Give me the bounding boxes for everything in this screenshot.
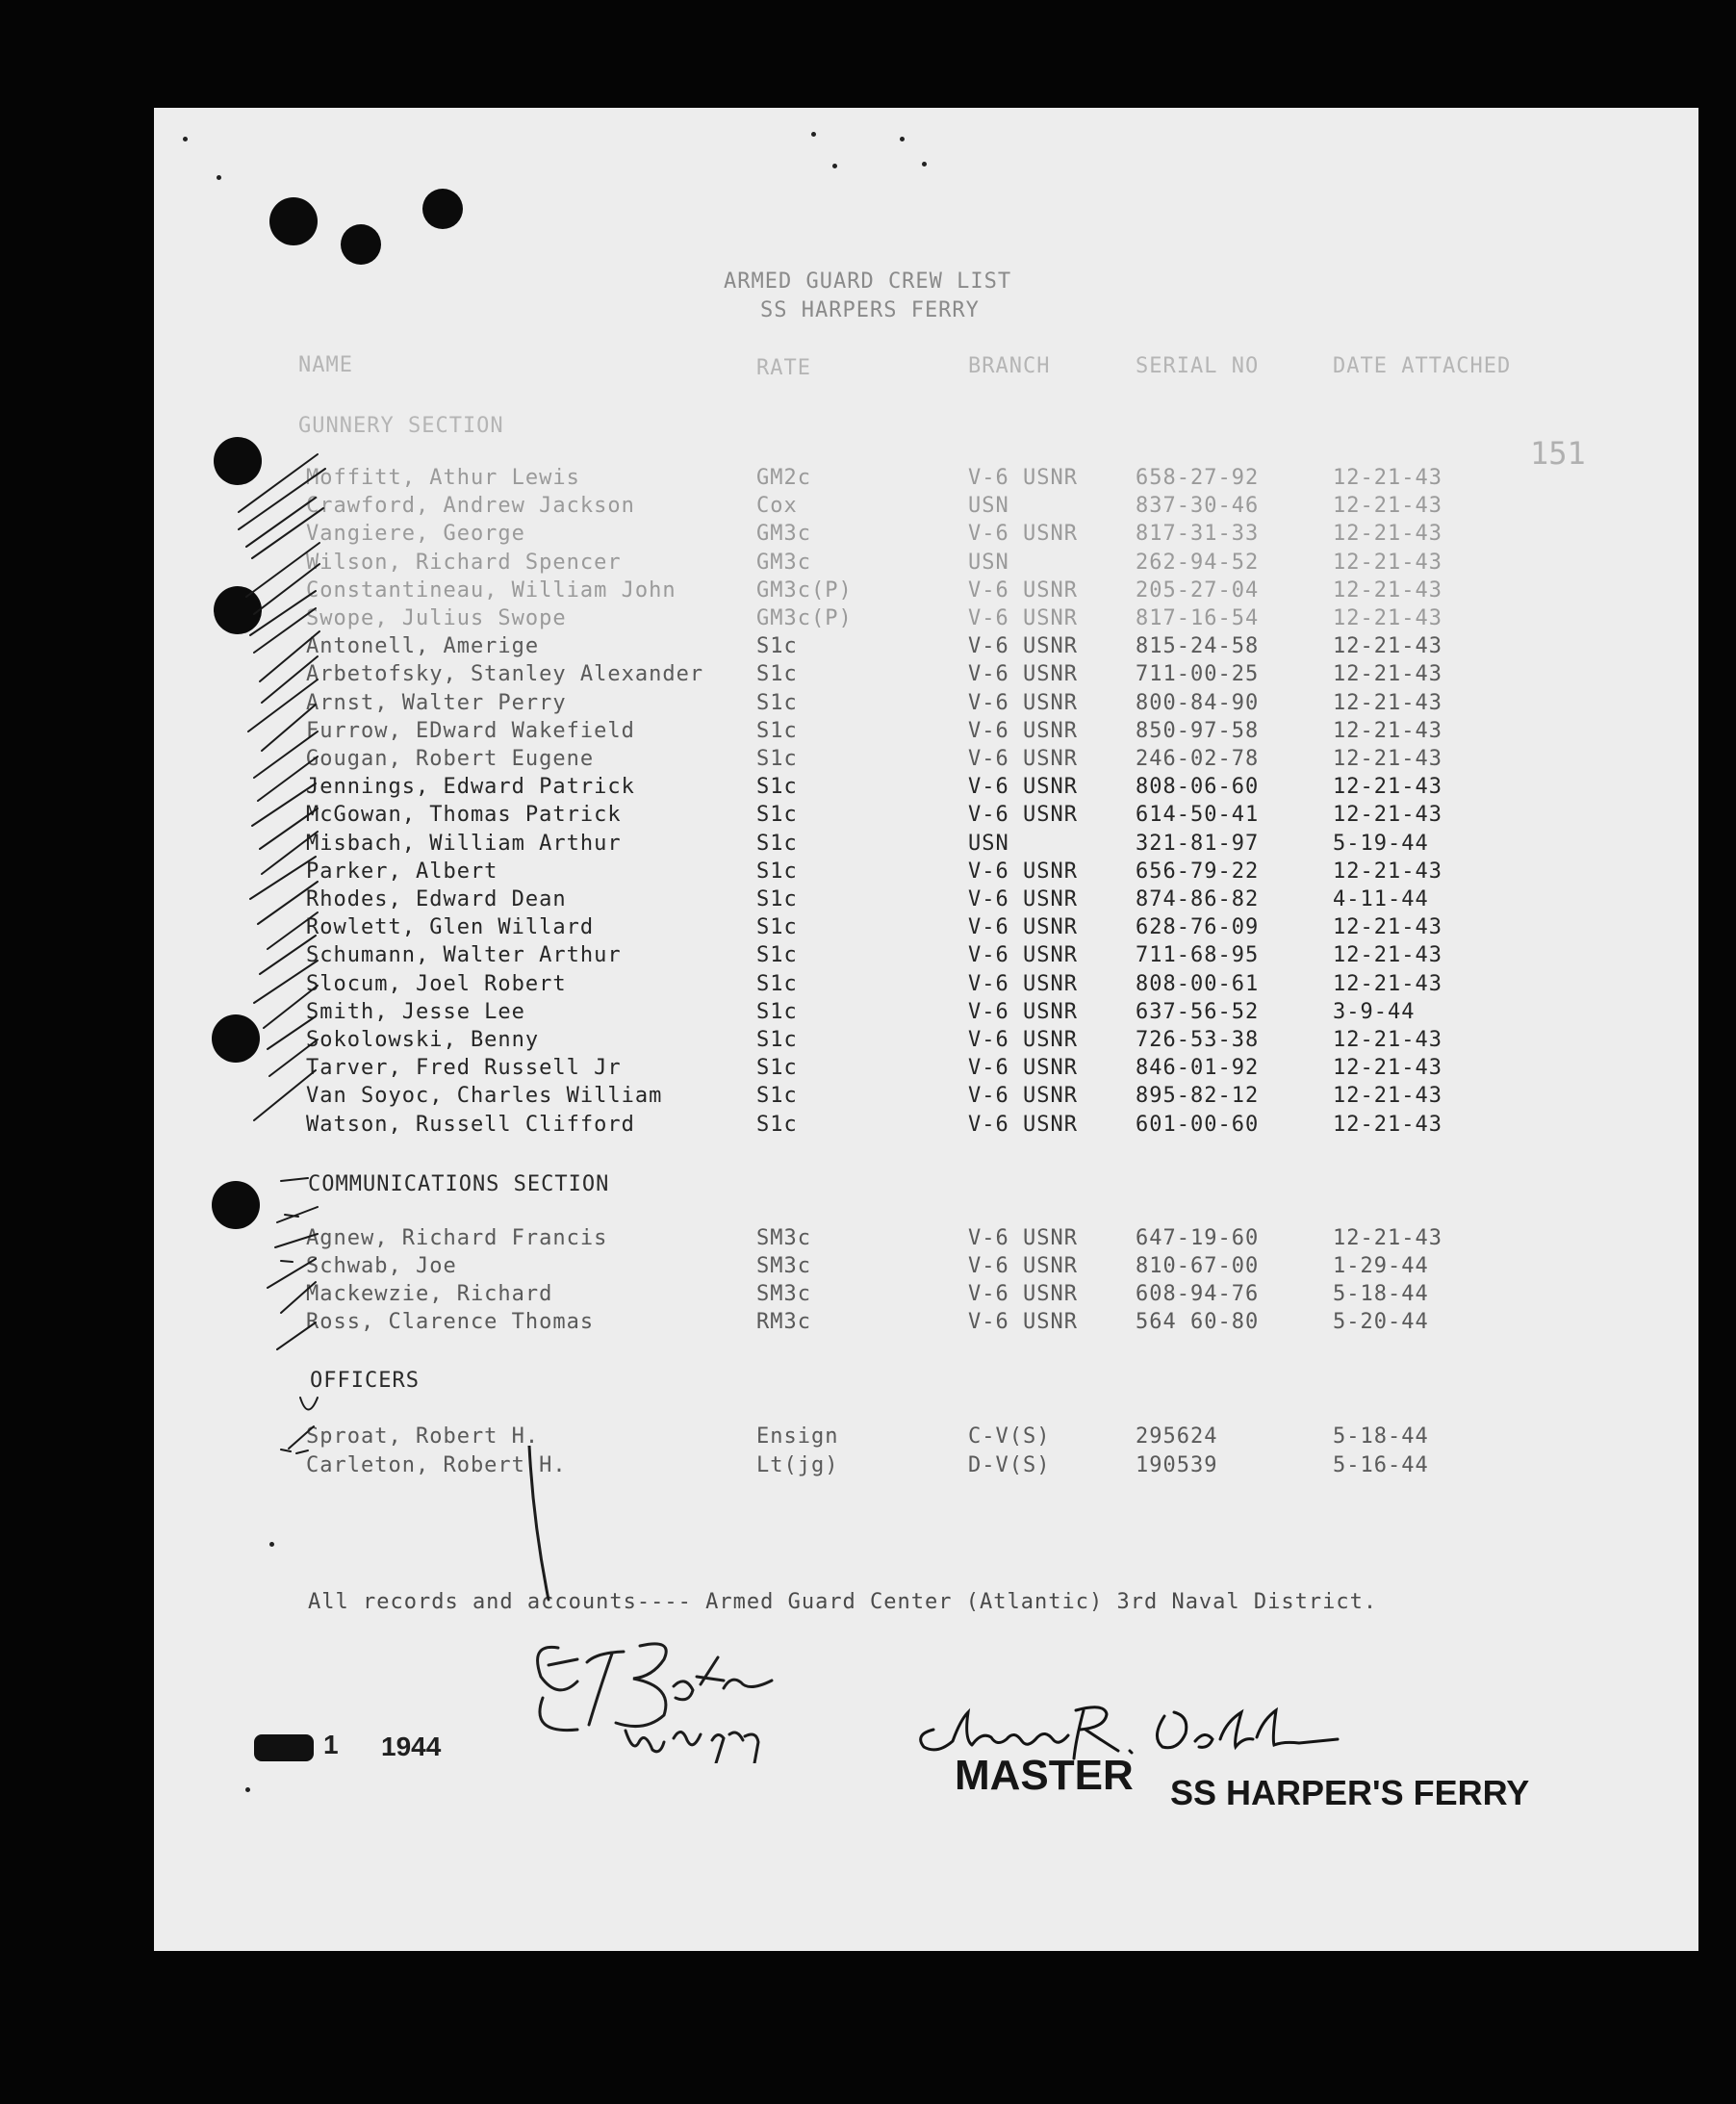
cell-serial: 810-67-00 — [1136, 1254, 1260, 1278]
cell-rate: RM3c — [756, 1310, 811, 1334]
cell-rate: S1c — [756, 1028, 798, 1052]
cell-serial: 608-94-76 — [1136, 1282, 1260, 1306]
cell-branch: V-6 USNR — [968, 1112, 1078, 1137]
cell-serial: 846-01-92 — [1136, 1056, 1260, 1081]
cell-date: 12-21-43 — [1333, 522, 1442, 547]
cell-branch: V-6 USNR — [968, 747, 1078, 771]
cell-date: 12-21-43 — [1333, 943, 1442, 968]
communications-section-heading: COMMUNICATIONS SECTION — [308, 1172, 610, 1196]
cell-serial: 850-97-58 — [1136, 718, 1260, 743]
cell-serial: 614-50-41 — [1136, 803, 1260, 828]
cell-serial: 726-53-38 — [1136, 1028, 1260, 1052]
cell-branch: V-6 USNR — [968, 606, 1078, 630]
cell-serial: 262-94-52 — [1136, 550, 1260, 575]
cell-branch: V-6 USNR — [968, 577, 1078, 603]
cell-date: 4-11-44 — [1333, 887, 1429, 911]
cell-rate: S1c — [756, 1112, 798, 1137]
cell-name: Mackewzie, Richard — [306, 1282, 553, 1306]
cell-branch: V-6 USNR — [968, 522, 1078, 547]
cell-date: 12-21-43 — [1333, 662, 1442, 687]
cell-name: Rhodes, Edward Dean — [306, 887, 567, 911]
master-title: MASTER — [955, 1752, 1134, 1799]
cell-serial: 647-19-60 — [1136, 1226, 1260, 1250]
cell-rate: GM3c(P) — [756, 577, 853, 603]
cell-date: 1-29-44 — [1333, 1254, 1429, 1278]
cell-serial: 895-82-12 — [1136, 1084, 1260, 1109]
cell-branch: V-6 USNR — [968, 1056, 1078, 1081]
cell-date: 5-16-44 — [1333, 1453, 1429, 1477]
cell-serial: 711-00-25 — [1136, 662, 1260, 687]
cell-serial: 246-02-78 — [1136, 747, 1260, 771]
cell-name: Furrow, EDward Wakefield — [306, 718, 635, 743]
cell-rate: Cox — [756, 494, 798, 519]
master-ship-name: SS HARPER'S FERRY — [1170, 1773, 1530, 1812]
cell-rate: S1c — [756, 915, 798, 940]
stamp-day: 1 — [323, 1730, 339, 1759]
cell-serial: 190539 — [1136, 1453, 1218, 1477]
cell-serial: 564 60-80 — [1136, 1310, 1260, 1334]
cell-rate: GM3c(P) — [756, 606, 853, 630]
cell-date: 12-21-43 — [1333, 1056, 1442, 1081]
cell-serial: 815-24-58 — [1136, 634, 1260, 659]
cell-name: Parker, Albert — [306, 859, 498, 884]
cell-date: 12-21-43 — [1333, 971, 1442, 996]
cell-rate: S1c — [756, 999, 798, 1024]
cell-name: Swope, Julius Swope — [306, 606, 567, 630]
cell-name: Rowlett, Glen Willard — [306, 915, 595, 940]
officers-section-heading: OFFICERS — [310, 1369, 420, 1393]
cell-rate: S1c — [756, 803, 798, 828]
cell-rate: S1c — [756, 634, 798, 659]
cell-rate: Lt(jg) — [756, 1453, 839, 1477]
cell-date: 5-18-44 — [1333, 1282, 1429, 1306]
cell-name: Slocum, Joel Robert — [306, 971, 567, 996]
cell-serial: 808-06-60 — [1136, 775, 1260, 800]
cell-serial: 837-30-46 — [1136, 494, 1260, 519]
column-header-serial: SERIAL NO — [1136, 354, 1260, 378]
cell-rate: Ensign — [756, 1424, 839, 1449]
cell-name: Gougan, Robert Eugene — [306, 747, 595, 771]
pen-check-marks — [154, 108, 1698, 1951]
cell-rate: S1c — [756, 747, 798, 771]
column-header-date: DATE ATTACHED — [1333, 354, 1512, 378]
cell-name: Ross, Clarence Thomas — [306, 1310, 595, 1334]
cell-name: Constantineau, William John — [306, 577, 677, 603]
cell-branch: USN — [968, 831, 1009, 856]
cell-rate: S1c — [756, 943, 798, 968]
cell-name: Wilson, Richard Spencer — [306, 550, 622, 575]
cell-rate: SM3c — [756, 1226, 811, 1250]
cell-serial: 711-68-95 — [1136, 943, 1260, 968]
cell-name: Van Soyoc, Charles William — [306, 1084, 663, 1109]
cell-date: 5-20-44 — [1333, 1310, 1429, 1334]
cell-serial: 874-86-82 — [1136, 887, 1260, 911]
document-page — [154, 108, 1698, 1951]
column-header-branch: BRANCH — [968, 354, 1051, 378]
cell-name: McGowan, Thomas Patrick — [306, 803, 622, 828]
document-title: ARMED GUARD CREW LIST — [724, 269, 1012, 294]
cell-name: Antonell, Amerige — [306, 634, 540, 659]
cell-date: 12-21-43 — [1333, 690, 1442, 715]
cell-date: 12-21-43 — [1333, 859, 1442, 884]
cell-rate: S1c — [756, 662, 798, 687]
cell-name: Sokolowski, Benny — [306, 1028, 540, 1052]
cell-serial: 800-84-90 — [1136, 690, 1260, 715]
column-header-name: NAME — [298, 353, 353, 377]
cell-date: 5-18-44 — [1333, 1424, 1429, 1449]
column-header-rate: RATE — [756, 356, 811, 380]
cell-rate: GM3c — [756, 522, 811, 547]
cell-serial: 817-16-54 — [1136, 606, 1260, 630]
cell-name: Crawford, Andrew Jackson — [306, 494, 635, 519]
page-number: 151 — [1530, 435, 1586, 472]
cell-branch: C-V(S) — [968, 1424, 1051, 1449]
cell-rate: SM3c — [756, 1282, 811, 1306]
footer-note: All records and accounts---- Armed Guard Center (Atlantic) 3rd Naval District. — [308, 1590, 1378, 1614]
cell-name: Schwab, Joe — [306, 1254, 457, 1278]
cell-name: Moffitt, Athur Lewis — [306, 466, 580, 490]
cell-branch: V-6 USNR — [968, 775, 1078, 800]
cell-rate: S1c — [756, 1084, 798, 1109]
cell-name: Vangiere, George — [306, 522, 525, 547]
cell-date: 12-21-43 — [1333, 1112, 1442, 1137]
cell-rate: S1c — [756, 1056, 798, 1081]
cell-serial: 205-27-04 — [1136, 577, 1260, 603]
cell-branch: V-6 USNR — [968, 859, 1078, 884]
cell-rate: GM3c — [756, 550, 811, 575]
cell-serial: 808-00-61 — [1136, 971, 1260, 996]
cell-serial: 601-00-60 — [1136, 1112, 1260, 1137]
cell-serial: 321-81-97 — [1136, 831, 1260, 856]
cell-branch: V-6 USNR — [968, 1028, 1078, 1052]
cell-rate: S1c — [756, 859, 798, 884]
cell-branch: V-6 USNR — [968, 1084, 1078, 1109]
cell-date: 5-19-44 — [1333, 831, 1429, 856]
cell-branch: USN — [968, 550, 1009, 575]
cell-rate: S1c — [756, 971, 798, 996]
stamp-smudge — [254, 1734, 314, 1761]
cell-branch: V-6 USNR — [968, 718, 1078, 743]
cell-name: Smith, Jesse Lee — [306, 999, 525, 1024]
cell-date: 12-21-43 — [1333, 718, 1442, 743]
cell-name: Agnew, Richard Francis — [306, 1226, 608, 1250]
cell-name: Sproat, Robert H. — [306, 1424, 540, 1449]
cell-rate: S1c — [756, 775, 798, 800]
cell-date: 12-21-43 — [1333, 1028, 1442, 1052]
cell-date: 12-21-43 — [1333, 1084, 1442, 1109]
cell-date: 12-21-43 — [1333, 775, 1442, 800]
cell-serial: 658-27-92 — [1136, 466, 1260, 490]
cell-name: Arbetofsky, Stanley Alexander — [306, 662, 704, 687]
cell-branch: V-6 USNR — [968, 971, 1078, 996]
cell-name: Schumann, Walter Arthur — [306, 943, 622, 968]
cell-serial: 628-76-09 — [1136, 915, 1260, 940]
cell-branch: V-6 USNR — [968, 634, 1078, 659]
cell-date: 12-21-43 — [1333, 915, 1442, 940]
cell-date: 12-21-43 — [1333, 466, 1442, 490]
cell-name: Jennings, Edward Patrick — [306, 775, 635, 800]
cell-branch: USN — [968, 494, 1009, 519]
cell-branch: V-6 USNR — [968, 943, 1078, 968]
cell-serial: 817-31-33 — [1136, 522, 1260, 547]
cell-branch: V-6 USNR — [968, 1282, 1078, 1306]
cell-branch: V-6 USNR — [968, 1310, 1078, 1334]
cell-serial: 637-56-52 — [1136, 999, 1260, 1024]
cell-rate: S1c — [756, 718, 798, 743]
cell-branch: V-6 USNR — [968, 999, 1078, 1024]
cell-rate: SM3c — [756, 1254, 811, 1278]
cell-date: 12-21-43 — [1333, 550, 1442, 575]
cell-date: 12-21-43 — [1333, 1226, 1442, 1250]
cell-branch: V-6 USNR — [968, 466, 1078, 490]
stamp-year: 1944 — [381, 1732, 442, 1761]
cell-serial: 295624 — [1136, 1424, 1218, 1449]
cell-date: 12-21-43 — [1333, 747, 1442, 771]
cell-date: 12-21-43 — [1333, 803, 1442, 828]
cell-name: Watson, Russell Clifford — [306, 1112, 635, 1137]
gunnery-section-heading: GUNNERY SECTION — [298, 414, 504, 438]
cell-branch: V-6 USNR — [968, 1254, 1078, 1278]
cell-branch: V-6 USNR — [968, 1226, 1078, 1250]
cell-date: 12-21-43 — [1333, 577, 1442, 603]
cell-rate: S1c — [756, 887, 798, 911]
cell-date: 12-21-43 — [1333, 494, 1442, 519]
cell-branch: V-6 USNR — [968, 662, 1078, 687]
cell-branch: V-6 USNR — [968, 803, 1078, 828]
cell-date: 12-21-43 — [1333, 606, 1442, 630]
cell-branch: V-6 USNR — [968, 887, 1078, 911]
officer-signature — [520, 1446, 808, 1763]
cell-branch: D-V(S) — [968, 1453, 1051, 1477]
cell-name: Misbach, William Arthur — [306, 831, 622, 856]
cell-branch: V-6 USNR — [968, 690, 1078, 715]
cell-name: Carleton, Robert H. — [306, 1453, 567, 1477]
cell-serial: 656-79-22 — [1136, 859, 1260, 884]
cell-date: 12-21-43 — [1333, 634, 1442, 659]
cell-rate: S1c — [756, 831, 798, 856]
document-subtitle: SS HARPERS FERRY — [760, 298, 980, 322]
cell-date: 3-9-44 — [1333, 999, 1416, 1024]
cell-rate: S1c — [756, 690, 798, 715]
cell-branch: V-6 USNR — [968, 915, 1078, 940]
cell-rate: GM2c — [756, 466, 811, 490]
cell-name: Tarver, Fred Russell Jr — [306, 1056, 622, 1081]
cell-name: Arnst, Walter Perry — [306, 690, 567, 715]
